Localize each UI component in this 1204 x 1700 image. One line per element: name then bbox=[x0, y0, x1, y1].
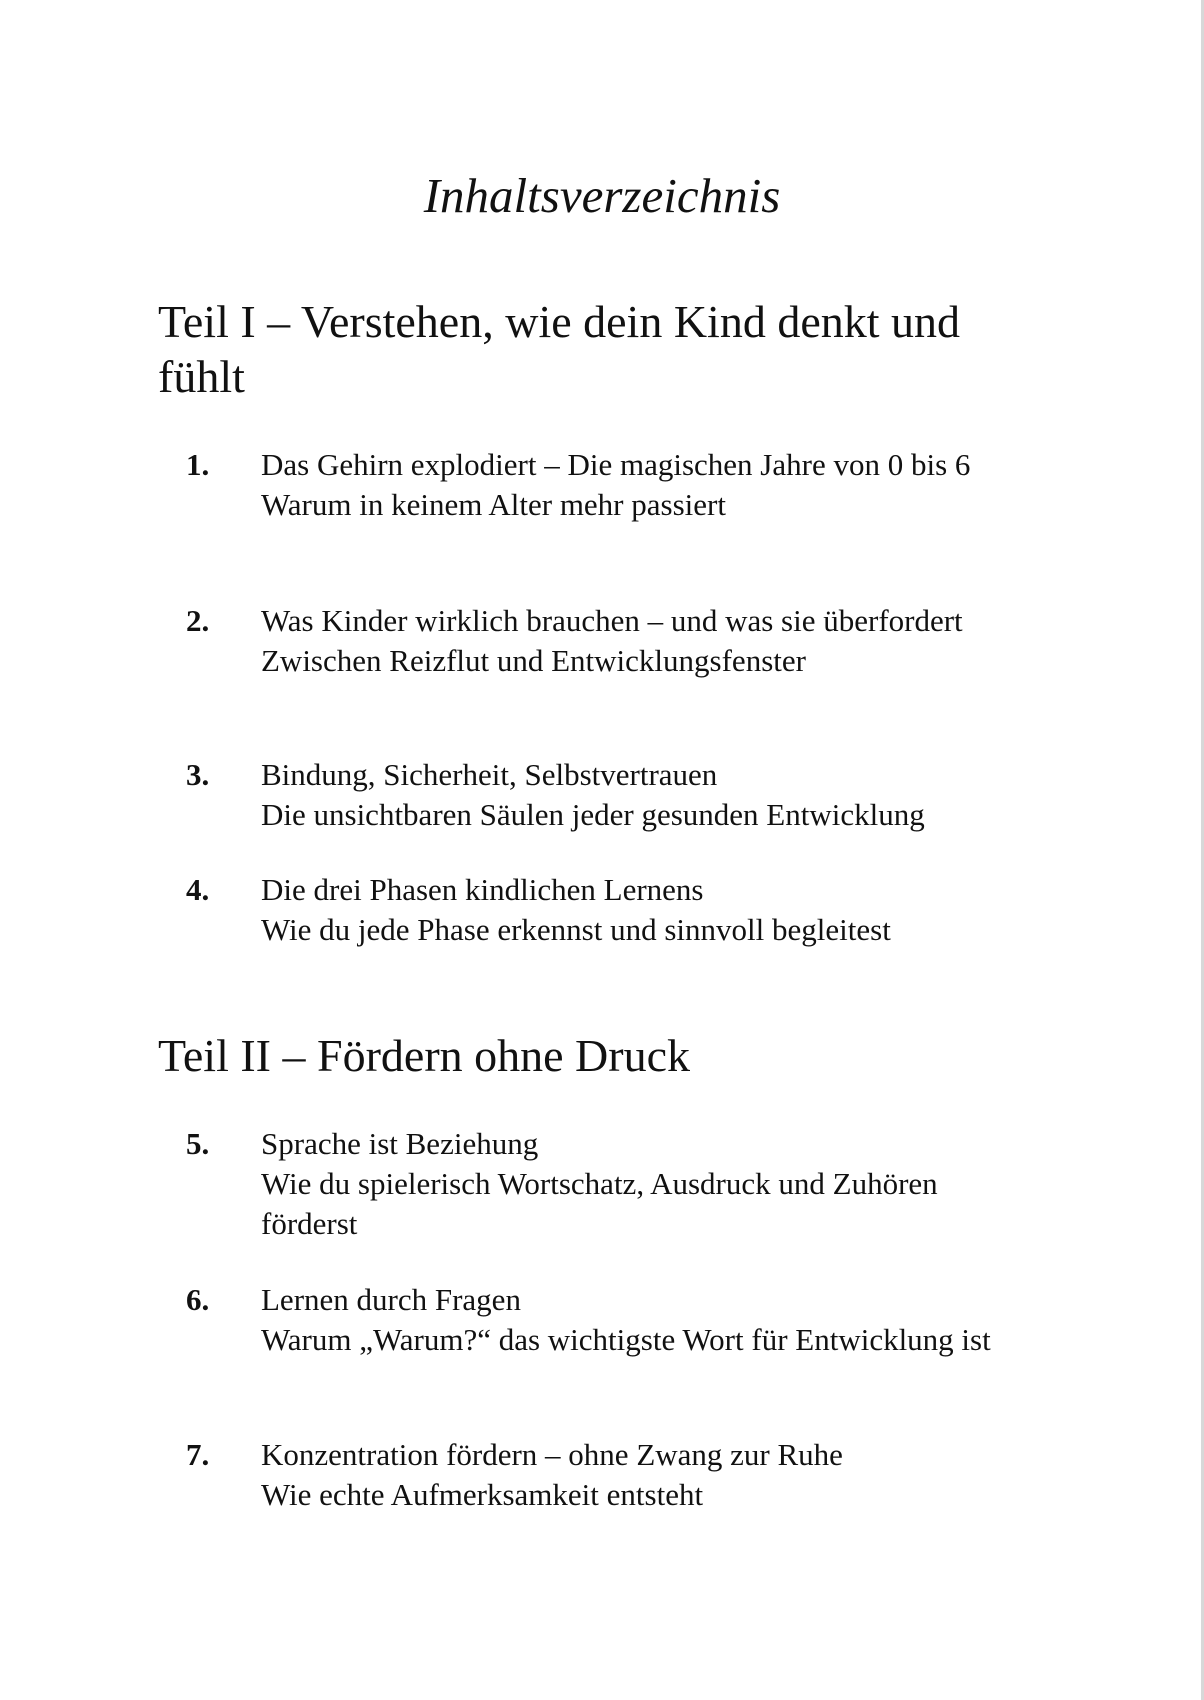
chapter-title: Was Kinder wirklich brauchen – und was sie überfordert bbox=[261, 603, 963, 638]
chapter-number: 4. bbox=[186, 872, 210, 907]
chapter-text bbox=[261, 1124, 1031, 1244]
chapter-subtitle: Zwischen Reizflut und Entwicklungsfenster bbox=[261, 643, 806, 678]
chapter-subtitle: Die unsichtbaren Säulen jeder gesunden Entwicklung bbox=[261, 797, 925, 832]
chapter-text bbox=[261, 445, 1031, 525]
chapter-number: 6. bbox=[186, 1282, 210, 1317]
chapter-title: Bindung, Sicherheit, Selbstvertrauen bbox=[261, 757, 718, 792]
chapter-text bbox=[261, 1435, 1031, 1515]
chapter-title: Die drei Phasen kindlichen Lernens bbox=[261, 872, 704, 907]
chapter-number: 1. bbox=[186, 447, 210, 482]
chapter-subtitle: Warum „Warum?“ das wichtigste Wort für Entwicklung ist bbox=[261, 1322, 991, 1357]
chapter-subtitle: Wie echte Aufmerksamkeit entsteht bbox=[261, 1477, 704, 1512]
chapter-text bbox=[261, 601, 1031, 681]
chapter-subtitle: Wie du jede Phase erkennst und sinnvoll begleitest bbox=[261, 912, 891, 947]
chapter-title: Sprache ist Beziehung bbox=[261, 1126, 539, 1161]
toc-title: Inhaltsverzeichnis bbox=[423, 168, 781, 223]
chapter-title: Lernen durch Fragen bbox=[261, 1282, 521, 1317]
chapter-text bbox=[261, 755, 1031, 835]
chapter-subtitle: Warum in keinem Alter mehr passiert bbox=[261, 487, 726, 522]
chapter-number: 2. bbox=[186, 603, 210, 638]
chapter-number: 7. bbox=[186, 1437, 210, 1472]
chapter-number: 3. bbox=[186, 757, 210, 792]
part-1-heading: Teil I – Verstehen, wie dein Kind denkt und fühlt bbox=[158, 296, 961, 402]
chapter-text bbox=[261, 1280, 1031, 1360]
chapter-title: Das Gehirn explodiert – Die magischen Jahre von 0 bis 6 bbox=[261, 447, 971, 482]
part-2-heading: Teil II – Fördern ohne Druck bbox=[158, 1030, 691, 1081]
chapter-text bbox=[261, 870, 1031, 950]
chapter-title: Konzentration fördern – ohne Zwang zur Ruhe bbox=[261, 1437, 843, 1472]
chapter-number: 5. bbox=[186, 1126, 210, 1161]
chapter-subtitle: Wie du spielerisch Wortschatz, Ausdruck und Zuhören förderst bbox=[261, 1166, 938, 1241]
